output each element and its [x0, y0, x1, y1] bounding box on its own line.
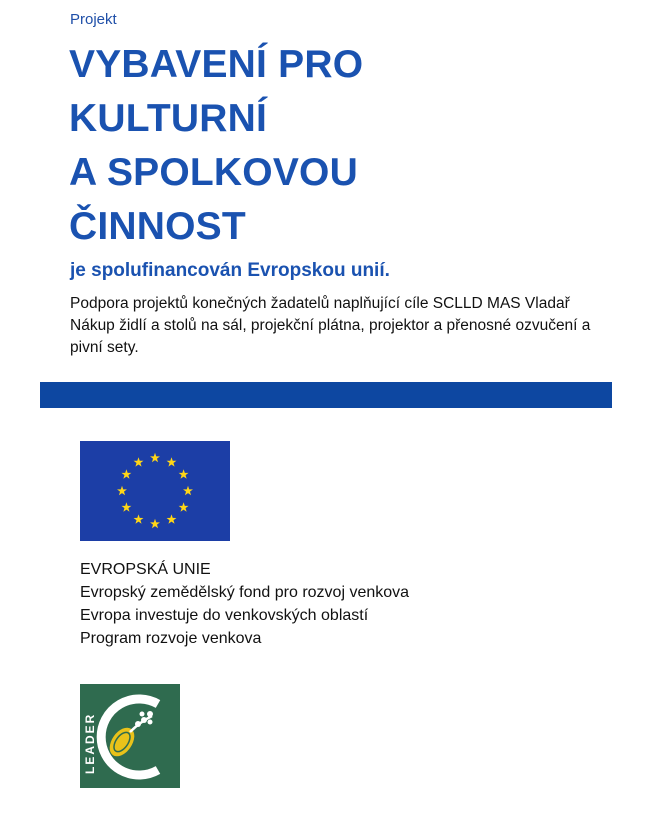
description-line: Nákup židlí a stolů na sál, projekční plátna, projektor a přenosné ozvučení a pivní sety.: [70, 317, 591, 356]
eu-star-icon: [121, 469, 131, 478]
title-line: KULTURNÍ: [69, 97, 268, 140]
project-title: [69, 38, 589, 254]
eu-line: Evropa investuje do venkovských oblastí: [80, 607, 369, 624]
eu-flag-icon: [80, 441, 230, 541]
divider-bar: [40, 382, 612, 408]
description-line: Podpora projektů konečných žadatelů naplňující cíle SCLLD MAS Vladař: [70, 295, 570, 312]
title-line: VYBAVENÍ PRO: [69, 43, 364, 86]
title-line: A SPOLKOVOU: [69, 151, 358, 194]
project-label: Projekt: [70, 11, 117, 28]
cofinancing-statement: je spolufinancován Evropskou unií.: [70, 260, 390, 281]
eu-line: EVROPSKÁ UNIE: [80, 561, 211, 578]
title-line: ČINNOST: [69, 205, 246, 248]
eu-line: Evropský zemědělský fond pro rozvoj venkova: [80, 584, 410, 601]
eu-line: Program rozvoje venkova: [80, 630, 262, 647]
eu-star-icon: [179, 502, 189, 511]
eu-star-icon: [117, 486, 127, 495]
eu-star-icon: [134, 514, 144, 523]
eu-star-icon: [121, 502, 131, 511]
project-description: [70, 293, 610, 359]
leader-logo-icon: [80, 684, 180, 788]
eu-star-icon: [179, 469, 189, 478]
eu-star-icon: [150, 453, 160, 462]
eu-star-icon: [183, 486, 193, 495]
svg-text:LEADER: LEADER: [83, 712, 97, 774]
eu-star-icon: [134, 457, 144, 466]
eu-funding-text: [80, 558, 530, 650]
eu-star-icon: [167, 514, 177, 523]
eu-star-icon: [150, 519, 160, 528]
eu-star-icon: [167, 457, 177, 466]
